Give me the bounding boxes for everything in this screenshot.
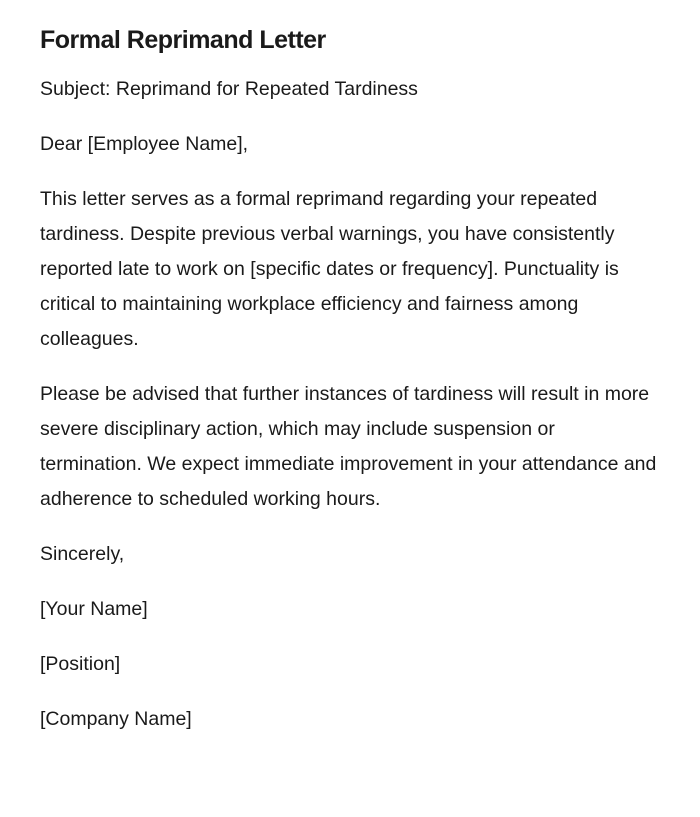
greeting: Dear [Employee Name], [40, 133, 249, 155]
body-paragraph: This letter serves as a formal reprimand regarding your repeated tardiness. Despite previous verbal warnings, you have consistently reported late to work on [specific dates or frequency]. Punctuality is critical to maintaining workplace efficiency and fairness among colleagues. [40, 188, 619, 350]
page-title: Formal Reprimand Letter [40, 26, 326, 54]
signature-position: [Position] [40, 653, 121, 675]
closing: Sincerely, [40, 543, 125, 565]
signature-company: [Company Name] [40, 708, 192, 730]
body-paragraph: Please be advised that further instances of tardiness will result in more severe disciplinary action, which may include suspension or termination. We expect immediate improvement in your attendance and adherence to scheduled working hours. [40, 383, 657, 510]
subject-line: Subject: Reprimand for Repeated Tardiness [40, 78, 418, 100]
signature-name: [Your Name] [40, 598, 148, 620]
